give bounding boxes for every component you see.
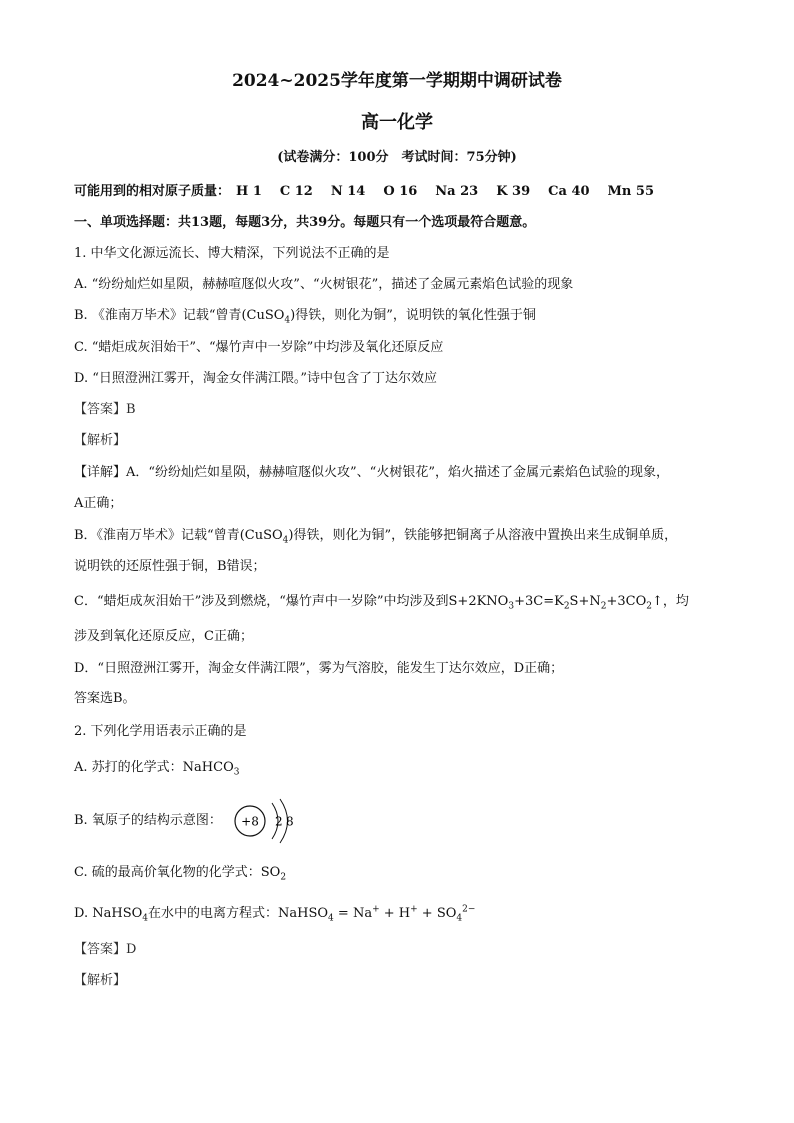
oxygen-atom-diagram [232,797,312,847]
q2-option-c: C. 硫的最高价氧化物的化学式：$SO_2$ [74,865,287,883]
q1-option-d: D. “日照澄洲江雾开，淘金女伴满江隈。”诗中包含了丁达尔效应 [74,371,438,386]
q1-option-b: B. 《淮南万毕术》记载“曾青(CuSO$_4$)得铁，则化为铜”，说明铁的氧化性强于铜 [74,308,536,326]
shell-1-electrons: 2 [275,814,283,829]
mass-item: Na 23 [435,184,479,199]
q1-conclusion: 答案选B。 [74,691,136,706]
q1-detail-b: B．《淮南万毕术》记载“曾青(CuSO$_4$)得铁，则化为铜”，铁能够把铜离子从溶液中置换出来生成铜单质， [74,528,678,546]
mass-item: O 16 [383,184,418,199]
nucleus-charge: +8 [241,814,259,829]
q1-stem: 1. 中华文化源远流长、博大精深，下列说法不正确的是 [74,246,390,261]
q2-option-b: B. 氧原子的结构示意图： [74,813,222,828]
q2-option-a: A. 苏打的化学式：NaHCO$_3$ [74,760,240,778]
mass-item: K 39 [496,184,531,199]
q1-detail-c-cont: 涉及到氧化还原反应，C正确； [74,629,253,644]
exam-info: (试卷满分：100分 考试时间：75分钟) [277,150,517,165]
mass-item: H 1 [236,184,262,199]
q2-stem: 2. 下列化学用语表示正确的是 [74,724,247,739]
q2-option-d: D. NaHSO$_4$在水中的电离方程式：NaHSO$_4$ = $Na^+ + H^+ + SO_4^{2-}$ [74,904,476,924]
atomic-masses [74,183,672,201]
exam-title: 2024~2025学年度第一学期期中调研试卷 [232,71,562,91]
q1-option-a: A. “纷纷灿烂如星陨，赫赫喧豗似火攻”、“火树银花”，描述了金属元素焰色试验的现象 [74,277,574,292]
mass-item: N 14 [330,184,366,199]
q1-detail-a: 【详解】A．“纷纷灿烂如星陨，赫赫喧豗似火攻”、“火树银花”，焰火描述了金属元素焰色试验的现象， [74,465,669,480]
q2-answer: 【答案】D [74,942,137,957]
mass-item: Mn 55 [607,184,655,199]
q1-analysis-label: 【解析】 [74,433,127,448]
q1-detail-a-cont: A正确； [74,496,123,511]
q2-analysis-label: 【解析】 [74,973,127,988]
section-heading: 一、单项选择题：共13题，每题3分，共39分。每题只有一个选项最符合题意。 [74,215,536,230]
q1-detail-b-cont: 说明铁的还原性强于铜，B错误； [74,559,266,574]
atomic-masses-label: 可能用到的相对原子质量： [74,184,231,199]
q1-option-c: C. “蜡炬成灰泪始干”、“爆竹声中一岁除”中均涉及氧化还原反应 [74,340,444,355]
exam-subject: 高一化学 [361,112,433,133]
q1-answer: 【答案】B [74,402,136,417]
mass-item: Ca 40 [548,184,590,199]
shell-2-electrons: 8 [286,814,294,829]
q1-detail-c: C．“蜡炬成灰泪始干”涉及到燃烧，“爆竹声中一岁除”中均涉及到$S+2KNO_3+3C=K_2S+N_2+3CO_2↑$，均 [74,594,689,612]
q1-detail-d: D．“日照澄洲江雾开，淘金女伴满江隈”，雾为气溶胶，能发生丁达尔效应，D正确； [74,661,564,676]
mass-item: C 12 [279,184,313,199]
